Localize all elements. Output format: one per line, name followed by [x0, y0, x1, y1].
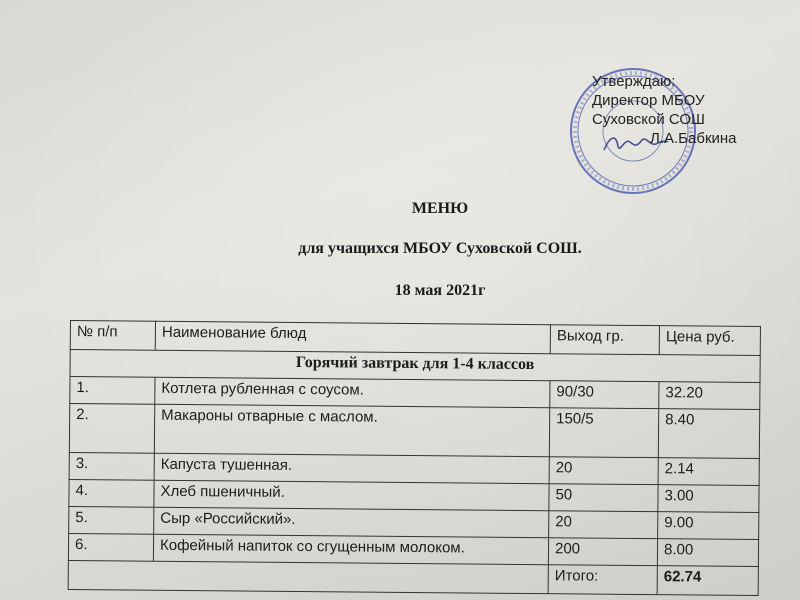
row-dish: Котлета рубленная с соусом. — [155, 377, 550, 407]
row-price: 9.00 — [658, 512, 759, 540]
approval-line: Утверждаю: — [592, 73, 676, 90]
total-label: Итого: — [548, 565, 657, 595]
header-dish-name: Наименование блюд — [155, 321, 550, 353]
menu-title: МЕНЮ — [411, 200, 469, 217]
row-dish: Сыр «Российский». — [154, 507, 549, 537]
row-price: 32.20 — [659, 382, 760, 410]
row-number: 1. — [70, 377, 155, 405]
section-title: Горячий завтрак для 1-4 классов — [70, 350, 760, 383]
header-weight: Выход гр. — [550, 325, 659, 355]
menu-subtitle: для учащихся МБОУ Суховской СОШ. — [298, 240, 582, 257]
row-dish: Кофейный напиток со сгущенным молоком. — [153, 534, 548, 564]
row-number: 2. — [69, 404, 154, 454]
row-weight: 20 — [549, 511, 658, 539]
row-price: 8.00 — [657, 539, 758, 567]
row-number: 5. — [69, 506, 154, 534]
row-number: 3. — [69, 452, 154, 480]
total-spacer — [68, 560, 548, 593]
row-number: 6. — [68, 533, 153, 561]
row-dish: Капуста тушенная. — [154, 453, 549, 483]
row-number: 4. — [69, 479, 154, 507]
approval-block — [592, 72, 737, 148]
row-weight: 200 — [548, 538, 657, 566]
approval-line: Суховской СОШ — [592, 111, 705, 128]
approval-signatory: Л.А.Бабкина — [650, 130, 737, 147]
header-number: № п/п — [70, 321, 155, 351]
row-weight: 150/5 — [549, 408, 658, 458]
row-dish: Хлеб пшеничный. — [154, 480, 549, 510]
menu-table — [68, 320, 761, 596]
row-price: 2.14 — [658, 458, 759, 486]
header-price: Цена руб. — [659, 326, 760, 356]
row-weight: 20 — [549, 457, 658, 485]
menu-date: 18 мая 2021г — [394, 282, 486, 299]
row-dish: Макароны отварные с маслом. — [154, 404, 549, 456]
total-row — [68, 560, 758, 595]
table-row — [69, 404, 759, 459]
row-weight: 50 — [549, 484, 658, 512]
total-value: 62.74 — [657, 566, 758, 596]
row-price: 8.40 — [658, 409, 759, 459]
row-price: 3.00 — [658, 485, 759, 513]
row-weight: 90/30 — [550, 381, 659, 409]
approval-line: Директор МБОУ — [592, 92, 705, 109]
